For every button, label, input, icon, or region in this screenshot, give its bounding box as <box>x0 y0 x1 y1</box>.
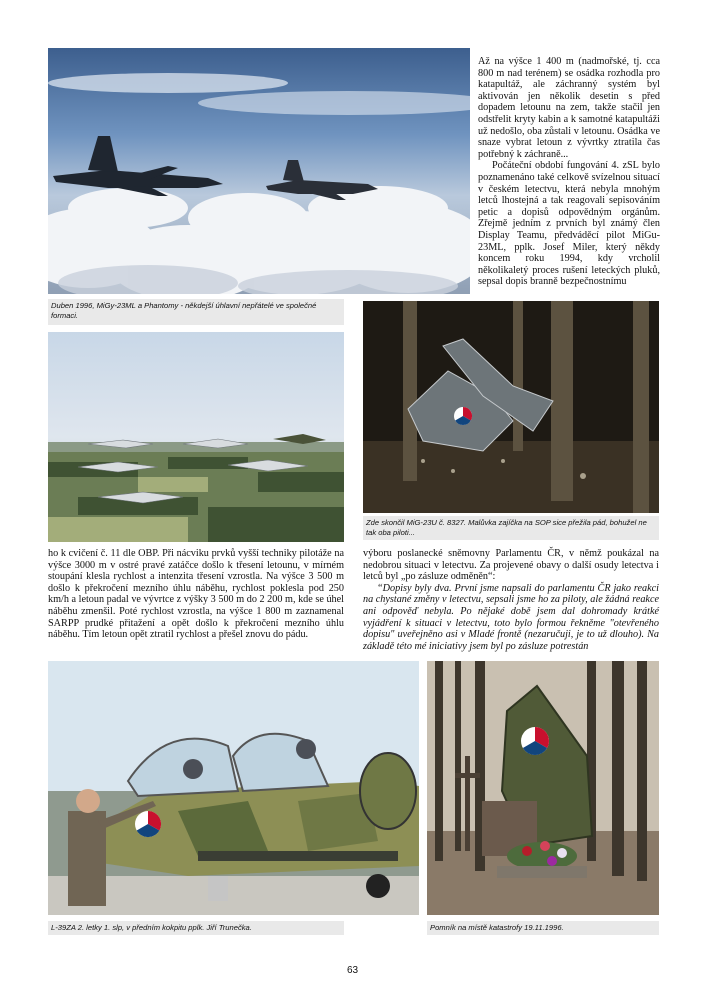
paragraph: Počáteční období fungování 4. zSL bylo poznamenáno také celkově svízelnou situací v českém letectvu, která nebyla mnohým letců lhostejná a tak reagovali sepisováním petic a dopisů odpovědným orgánům. Zřejmě jedním z prvních byl známý člen Display Teamu, předváděcí pilot MiGu-23ML, pplk. Josef Miler, který někdy koncem roku 1994, kdy vrcholil několikaletý proces rušení leteckých pluků, sepsal dopis branně bezpečnostnímu <box>478 160 660 288</box>
photo-memorial-in-forest <box>427 661 659 915</box>
czech-roundel-icon <box>135 811 161 837</box>
photo-caption <box>427 921 659 935</box>
czech-roundel-icon <box>521 727 549 755</box>
paragraph: výboru poslanecké sněmovny Parlamentu ČR, v němž poukázal na nedobrou situaci v letectvu. Za projevené obavy o další osudy letectva i letců byl „po zásluze odměněn“: <box>363 548 659 583</box>
article-text-left <box>48 548 344 641</box>
caption-text: Pomník na místě katastrofy 19.11.1996. <box>430 923 564 932</box>
quote-paragraph: “Dopisy byly dva. První jsme napsali do parlamentu ČR jako reakci na chystané změny v letectvu, sepsali jsme ho za piloty, ale žádná reakce ani odpověď nebyla. Po nějaké době jsem dal dohromady krátké vyjádření k situaci v letectvu, toto bylo formou řekněme "otevřeného dopisu" uveřejněno asi v Mladé frontě (nezaručuji, je to už dlouho). Na základě této mé iniciativy jsem byl po zásluze potrestán <box>363 582 659 652</box>
caption-text: L-39ZA 2. letky 1. slp, v předním kokpitu pplk. Jiří Trunečka. <box>51 923 252 932</box>
czech-roundel-icon <box>454 407 472 425</box>
photo-caption <box>48 921 344 935</box>
caption-text: Zde skončil MiG-23U č. 8327. Malůvka zajíčka na SOP sice přežila pád, bohužel ne tak oba piloti... <box>366 518 647 537</box>
photo-caption <box>363 516 659 540</box>
article-text-right-top <box>478 56 660 288</box>
page-number: 63 <box>347 965 359 976</box>
paragraph: Až na výšce 1 400 m (nadmořské, tj. cca 800 m nad terénem) se osádka rozhodla pro katapultáž, ale záchranný systém byl aktivován jen několik desetin s před dopadem letounu na zem, takže stačil jen odstřelit kryty kabin a k samotné katapultáži už nedošlo, oba zůstali v letounu. Osádka ve snaze vybrat letoun z vývrtky ztratila čas potřebný k záchraně... <box>478 56 660 160</box>
photo-formation-over-landscape <box>48 332 344 542</box>
paragraph: ho k cvičení č. 11 dle OBP. Při nácviku prvků vyšší techniky pilotáže na výšce 3000 m v ostré pravé zatáčce došlo k třesení letounu, v mírném stoupání klesla rychlost a intenzita třesení vzrostla. Na výšce 3 500 m došlo k překročení mezního úhlu náběhu, rychlost poklesla pod 250 km/h a letoun padal ve vývrtce z výšky 3 500 m do 2 200 m, kde se úhel náběhu zmenšil. Poté rychlost vzrostla, na výšce 1 800 m zaznamenal SARPP prudké přitažení a opět došlo k překročení mezního úhlu náběhu. Tím letoun opět ztratil rychlost a přešel znovu do pádu. <box>48 548 344 641</box>
article-text-right <box>363 548 659 652</box>
photo-wreck-in-forest <box>363 301 659 513</box>
photo-caption <box>48 299 344 325</box>
photo-jets-above-clouds <box>48 48 470 294</box>
photo-l39za-cockpit <box>48 661 419 915</box>
caption-text: Duben 1996, MiGy-23ML a Phantomy - někdejší úhlavní nepřátelé ve společné formaci. <box>51 301 317 320</box>
